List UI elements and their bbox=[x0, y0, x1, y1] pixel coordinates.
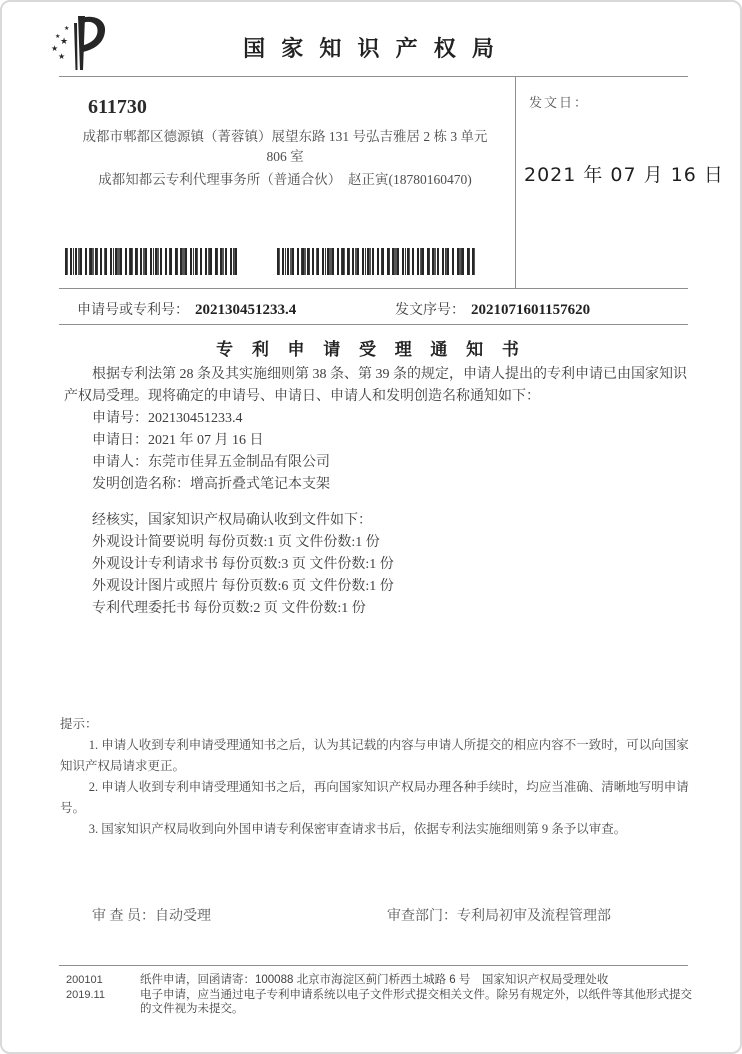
org-title: 国 家 知 识 产 权 局 bbox=[243, 36, 499, 61]
serial-number-value: 2021071601157620 bbox=[471, 302, 591, 318]
barcode-left bbox=[65, 248, 240, 275]
barcode-right bbox=[277, 248, 475, 275]
field-value: 东莞市佳昇五金制品有限公司 bbox=[148, 455, 330, 470]
recipient-block bbox=[62, 96, 508, 190]
hint-line: 1. 申请人收到专利申请受理通知书之后，认为其记载的内容与申请人所提交的相应内容不一致时，可以向国家知识产权局请求更正。 bbox=[60, 738, 689, 773]
barcode-divider bbox=[59, 288, 688, 289]
document-line: 外观设计简要说明 每份页数:1 页 文件份数:1 份 bbox=[92, 535, 380, 550]
department-group bbox=[387, 905, 611, 925]
footer-codes bbox=[66, 973, 105, 1002]
hint-line: 3. 国家知识产权局收到向外国申请专利保密审查请求书后，依据专利法实施细则第 9 条予以审查。 bbox=[88, 822, 627, 836]
serial-number-group bbox=[395, 299, 590, 319]
recipient-address-line1: 成都市郫都区德源镇（菁蓉镇）展望东路 131 号弘吉雅居 2 栋 3 单元 bbox=[82, 129, 488, 144]
svg-text:★: ★ bbox=[58, 52, 66, 61]
department-label: 审查部门： bbox=[387, 909, 457, 924]
field-value: 2021 年 07 月 16 日 bbox=[148, 433, 264, 448]
document-line: 外观设计专利请求书 每份页数:3 页 文件份数:1 份 bbox=[92, 557, 394, 572]
recipient-address-line2: 806 室 bbox=[266, 149, 304, 164]
department-value: 专利局初审及流程管理部 bbox=[457, 909, 611, 924]
footer-code: 200101 bbox=[66, 974, 103, 986]
field-application-number bbox=[64, 408, 694, 430]
dispatch-date-label: 发文日： bbox=[529, 95, 590, 110]
document-line: 专利代理委托书 每份页数:2 页 文件份数:1 份 bbox=[92, 601, 366, 616]
examiner-label: 审 查 员： bbox=[92, 909, 155, 924]
date-box-divider bbox=[515, 76, 516, 288]
serial-number-label: 发文序号： bbox=[395, 303, 465, 318]
svg-text:★: ★ bbox=[60, 36, 69, 46]
application-number-group bbox=[77, 299, 296, 319]
hints-section bbox=[60, 714, 694, 840]
field-value: 202130451233.4 bbox=[148, 411, 243, 426]
footer-divider bbox=[59, 965, 688, 966]
field-label: 申请日： bbox=[92, 433, 148, 448]
hints-label: 提示： bbox=[60, 717, 98, 731]
footer-code: 2019.11 bbox=[66, 988, 105, 1001]
field-label: 申请号： bbox=[92, 411, 148, 426]
field-applicant bbox=[64, 452, 694, 474]
field-application-date bbox=[64, 430, 694, 452]
notice-paragraph: 根据专利法第 28 条及其实施细则第 38 条、第 39 条的规定，申请人提出的专利申请已由国家知识产权局受理。现将确定的申请号、申请日、申请人和发明创造名称通知如下： bbox=[64, 367, 687, 404]
field-invention-title bbox=[64, 474, 694, 496]
title-divider bbox=[59, 324, 688, 325]
hint-line: 2. 申请人收到专利申请受理通知书之后，再向国家知识产权局办理各种手续时，均应当准确、清晰地写明申请号。 bbox=[60, 780, 689, 815]
document-line: 外观设计图片或照片 每份页数:6 页 文件份数:1 份 bbox=[92, 579, 394, 594]
field-value: 增高折叠式笔记本支架 bbox=[190, 477, 330, 492]
confirm-line: 经核实，国家知识产权局确认收到文件如下： bbox=[92, 513, 372, 528]
postal-code: 611730 bbox=[88, 96, 147, 118]
recipient-agent-line: 成都知都云专利代理事务所（普通合伙） 赵正寅(18780160470) bbox=[98, 172, 472, 187]
field-label: 发明创造名称： bbox=[92, 477, 190, 492]
examiner-value: 自动受理 bbox=[155, 909, 211, 924]
notice-title: 专 利 申 请 受 理 通 知 书 bbox=[216, 340, 526, 359]
footer-note-paper: 纸件申请，回函请寄：100088 北京市海淀区蓟门桥西土城路 6 号 国家知识产权局受理处收 bbox=[140, 974, 609, 986]
application-number-value: 202130451233.4 bbox=[195, 302, 297, 318]
svg-text:★: ★ bbox=[51, 44, 59, 53]
dispatch-date-value: 2021 年 07 月 16 日 bbox=[524, 164, 724, 186]
svg-text:★: ★ bbox=[64, 26, 70, 32]
application-number-label: 申请号或专利号： bbox=[77, 303, 189, 318]
field-label: 申请人： bbox=[92, 455, 148, 470]
header-divider bbox=[59, 76, 688, 77]
notice-body bbox=[64, 364, 694, 620]
svg-text:★: ★ bbox=[55, 34, 61, 40]
footer-note-electronic: 电子申请，应当通过电子专利申请系统以电子文件形式提交相关文件。除另有规定外，以纸件等其他形式提交的文件视为未提交。 bbox=[140, 988, 692, 1015]
examiner-group bbox=[92, 905, 211, 925]
footer-notes bbox=[140, 973, 700, 1017]
